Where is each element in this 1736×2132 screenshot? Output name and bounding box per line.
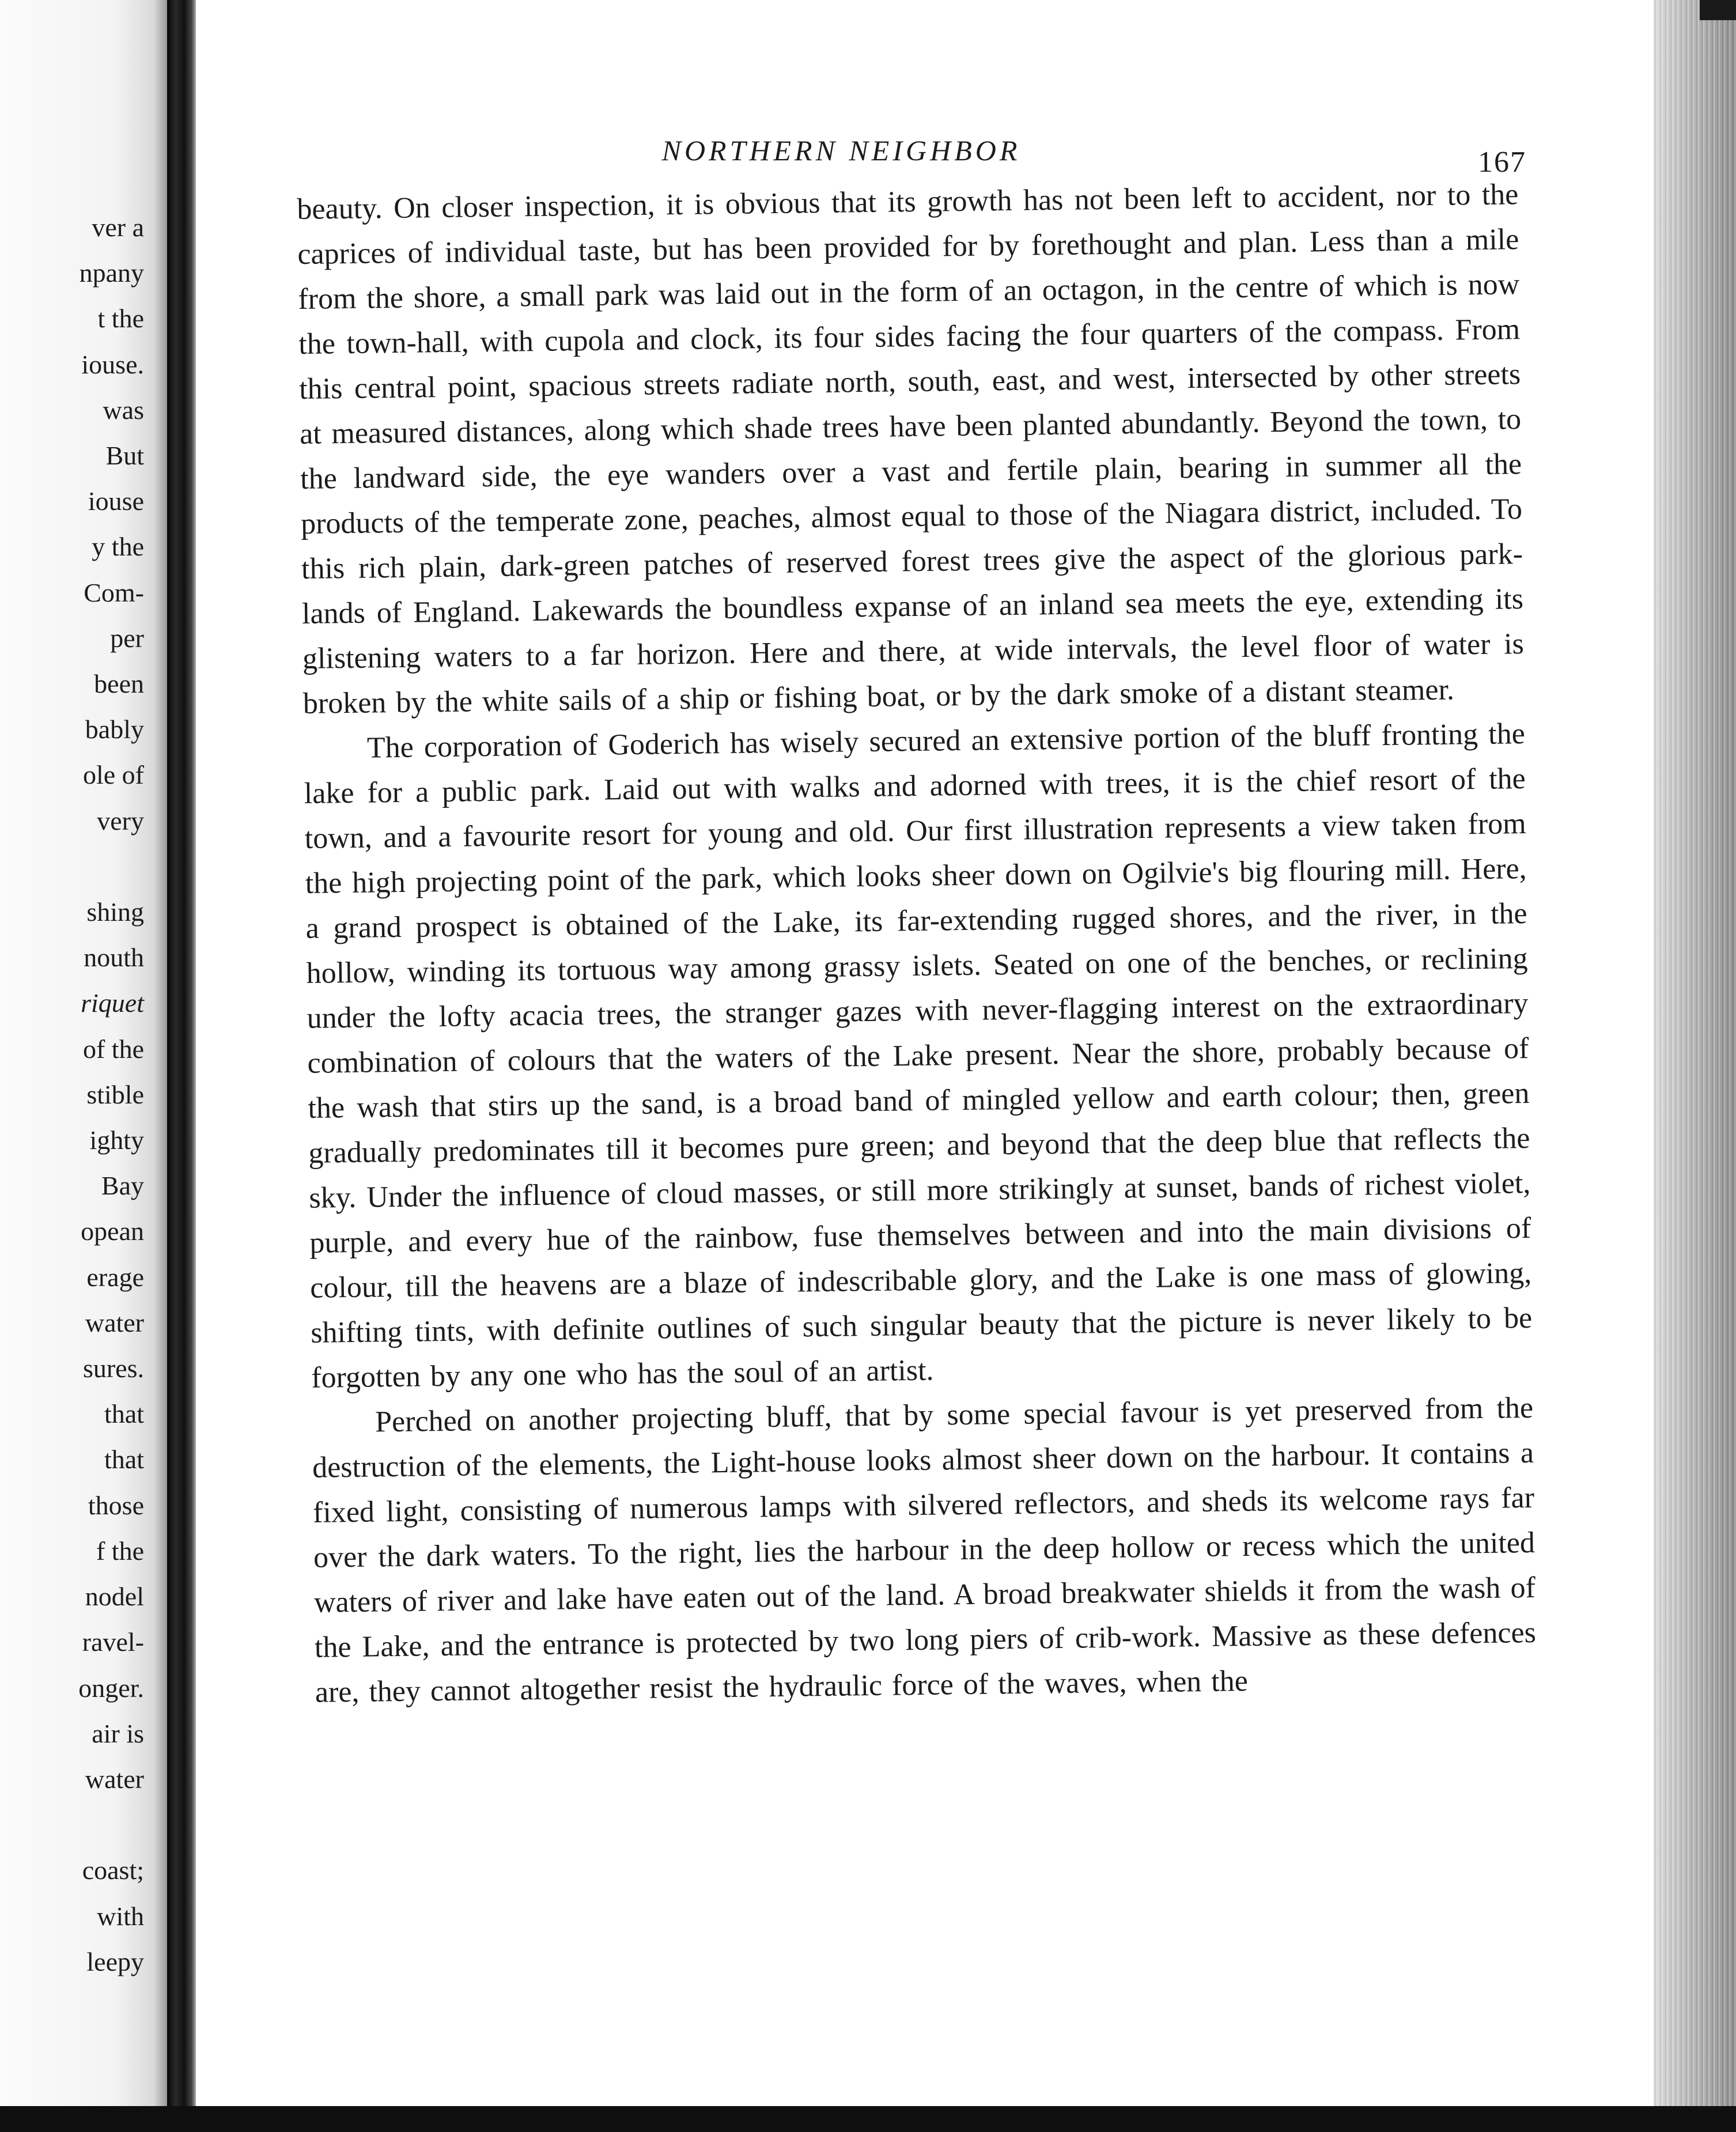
left-fragment: been (94, 669, 144, 699)
left-fragment: coast; (82, 1855, 144, 1885)
scan-bottom-border (0, 2106, 1736, 2132)
left-fragment: ole of (82, 760, 144, 790)
body-text (297, 172, 1537, 1715)
left-fragment (78, 1802, 144, 1847)
left-fragment: leepy (86, 1946, 144, 1976)
left-fragment: ravel- (82, 1627, 144, 1657)
left-fragment: onger. (78, 1673, 144, 1703)
left-fragment: stible (86, 1079, 144, 1109)
left-fragment: iouse (88, 486, 144, 516)
left-fragment: y the (92, 532, 144, 562)
running-title: NORTHERN NEIGHBOR (661, 134, 1021, 167)
left-fragment: sures. (82, 1354, 144, 1383)
left-fragment: f the (96, 1536, 144, 1566)
left-fragment: ighty (89, 1125, 144, 1155)
left-page-text-fragments (78, 205, 144, 1984)
book-gutter (167, 0, 196, 2106)
left-fragment: air is (92, 1718, 144, 1748)
page-number: 167 (1478, 146, 1526, 179)
page-edge-shadow (1700, 0, 1736, 20)
left-fragment: nouth (84, 943, 144, 973)
left-fragment (78, 844, 144, 889)
paragraph: The corporation of Goderich has wisely secured an extensive portion of the bluff fronting the lake for a public park. Laid out with walks and adorned with trees, it is the chief resort of the town, and a favourite resort for young and old. Our first illustration represents a view taken from the high projecting point of the park, which looks sheer down on Ogilvie's big flouring mill. Here, a grand prospect is obtained of the Lake, its far-extending rugged shores, and the river, in the hollow, winding its tortuous way among grassy islets. Seated on one of the benches, or reclining under the lofty acacia trees, the stranger gazes with never-flagging interest on the extraordinary combination of colours that the waters of the Lake present. Near the shore, probably because of the wash that stirs up the sand, is a broad band of mingled yellow and earth colour; then, green gradually predominates till it becomes pure green; and beyond that the deep blue that reflects the sky. Under the influence of cloud masses, or still more strikingly at sunset, bands of richest violet, purple, and every hue of the rainbow, fuse themselves between and into the main divisions of colour, till the heavens are a blaze of indescribable glory, and the Lake is one mass of glowing, shifting tints, with definite outlines of such singular beauty that the picture is never likely to be forgotten by any one who has the soul of an artist. (304, 717, 1533, 1394)
left-fragment: of the (82, 1034, 144, 1064)
left-fragment: water (85, 1764, 144, 1794)
left-fragment: riquet (81, 988, 144, 1018)
left-fragment: was (103, 395, 144, 425)
left-fragment: very (97, 806, 144, 836)
left-fragment: opean (81, 1216, 144, 1246)
left-fragment: bably (85, 715, 144, 744)
left-fragment: that (104, 1399, 144, 1429)
left-fragment: ver a (92, 213, 144, 242)
left-page (0, 0, 167, 2106)
left-fragment: Bay (101, 1171, 144, 1201)
left-fragment: erage (86, 1262, 144, 1292)
paragraph: beauty. On closer inspection, it is obvious that its growth has not been left to accident, nor to the caprices of individual taste, but has been provided for by forethought and plan. Less than a mile from the shore, a small park was laid out in the form of an octagon, in the centre of which is now the town-hall, with cupola and clock, its four sides facing the four quarters of the compass. From this central point, spacious streets radiate north, south, east, and west, intersected by other streets at measured distances, along which shade trees have been planted abundantly. Beyond the town, to the landward side, the eye wanders over a vast and fertile plain, bearing in summer all the products of the temperate zone, peaches, almost equal to those of the Niagara district, included. To this rich plain, dark-green patches of reserved forest trees give the aspect of the glorious park-lands of England. Lakewards the boundless expanse of an inland sea meets the eye, extending its glistening waters to a far horizon. Here and there, at wide intervals, the level floor of water is broken by the white sails of a ship or fishing boat, or by the dark smoke of a distant steamer. (297, 178, 1525, 720)
left-fragment: that (104, 1445, 144, 1475)
left-fragment: Com- (84, 577, 144, 607)
left-fragment: nodel (85, 1582, 144, 1612)
left-fragment: t the (97, 304, 144, 334)
left-fragment: But (105, 441, 144, 471)
paragraph: Perched on another projecting bluff, that by some special favour is yet preserved from the destruction of the elements, the Light-house looks almost sheer down on the harbour. It contains a fixed light, consisting of numerous lamps with silvered reflectors, and sheds its welcome rays far over the dark waters. To the right, lies the harbour in the deep hollow or recess which the united waters of river and lake have eaten out of the land. A broad breakwater shields it from the wash of the Lake, and the entrance is protected by two long piers of crib-work. Massive as these defences are, they cannot altogether resist the hydraulic force of the waves, when the (312, 1391, 1537, 1709)
left-fragment: iouse. (81, 349, 144, 379)
left-fragment: those (88, 1490, 144, 1520)
left-fragment: with (97, 1901, 144, 1931)
left-fragment: npany (79, 258, 144, 288)
left-fragment: shing (86, 897, 144, 927)
left-fragment: per (110, 623, 144, 653)
page-stack-edge (1654, 0, 1736, 2106)
left-fragment: water (85, 1307, 144, 1337)
